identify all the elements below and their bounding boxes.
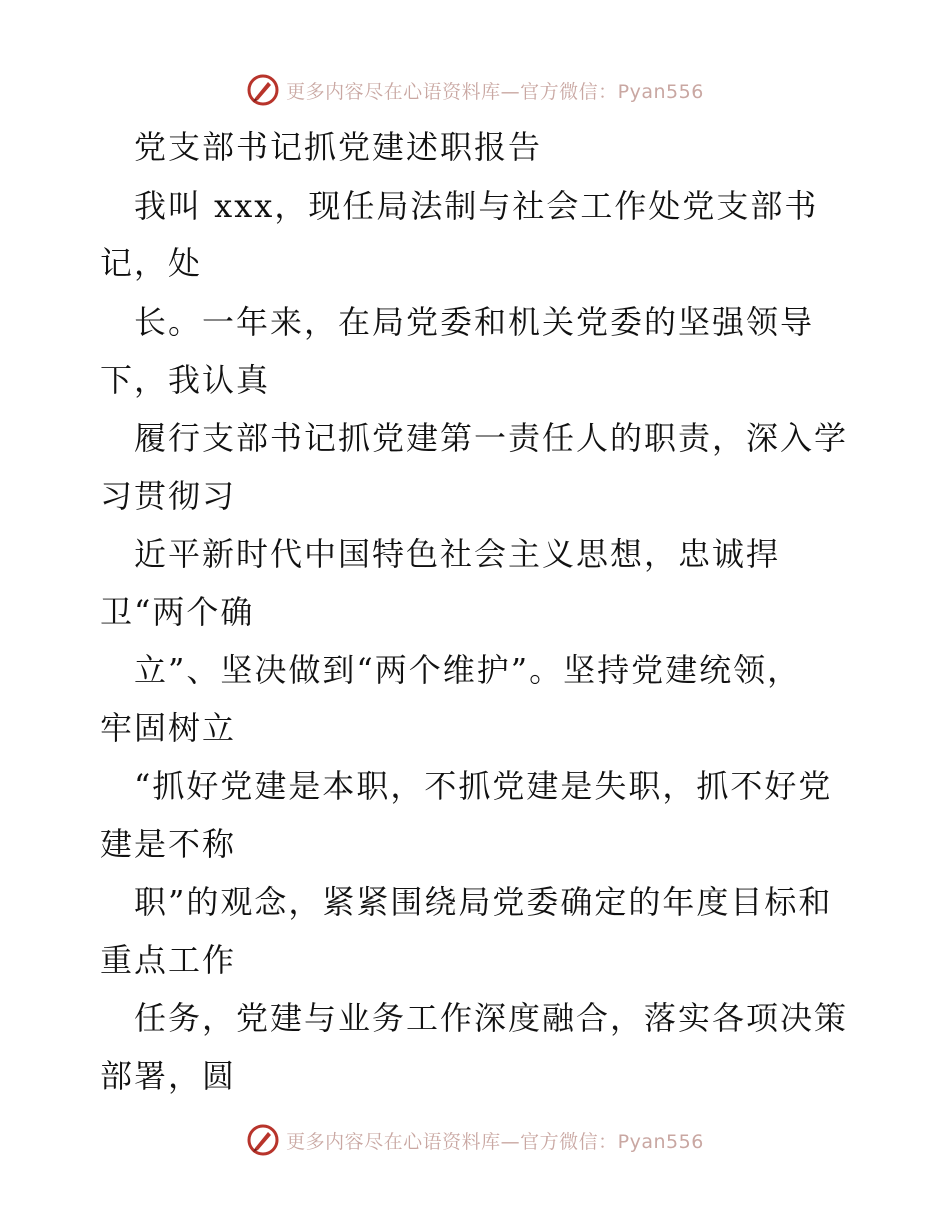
- paragraph-line: 建是不称: [100, 825, 237, 863]
- paragraph-line: 我叫 xxx，现任局法制与社会工作处党支部书: [134, 187, 819, 225]
- paragraph-line: 近平新时代中国特色社会主义思想，忠诚捍: [134, 535, 781, 573]
- paragraph-line: 任务，党建与业务工作深度融合，落实各项决策: [134, 999, 849, 1037]
- paragraph-line: 重点工作: [100, 941, 237, 979]
- document-title: 党支部书记抓党建述职报告: [134, 128, 543, 166]
- paragraph-line: 记，处: [100, 244, 203, 282]
- watermark-text: 更多内容尽在心语资料库—官方微信：Pyan556: [286, 1130, 704, 1153]
- paragraph-line: 长。一年来，在局党委和机关党委的坚强领导: [134, 303, 815, 341]
- paragraph-line: 习贯彻习: [100, 477, 237, 515]
- header-watermark: [0, 70, 950, 110]
- paragraph-line: 职”的观念，紧紧围绕局党委确定的年度目标和: [134, 883, 833, 921]
- paragraph-line: 卫“两个确: [100, 593, 255, 631]
- paragraph-line: 牢固树立: [100, 709, 237, 747]
- watermark-text: 更多内容尽在心语资料库—官方微信：Pyan556: [286, 80, 704, 103]
- paragraph-line: “抓好党建是本职，不抓党建是失职，抓不好党: [134, 767, 833, 805]
- paragraph-line: 部署，圆: [100, 1057, 237, 1095]
- footer-watermark: [0, 1120, 950, 1160]
- paragraph-line: 履行支部书记抓党建第一责任人的职责，深入学: [134, 419, 849, 457]
- paragraph-line: 下，我认真: [100, 361, 271, 399]
- quill-logo-icon: [246, 1123, 280, 1157]
- paragraph-line: 立”、坚决做到“两个维护”。坚持党建统领，: [134, 651, 802, 689]
- quill-logo-icon: [246, 73, 280, 107]
